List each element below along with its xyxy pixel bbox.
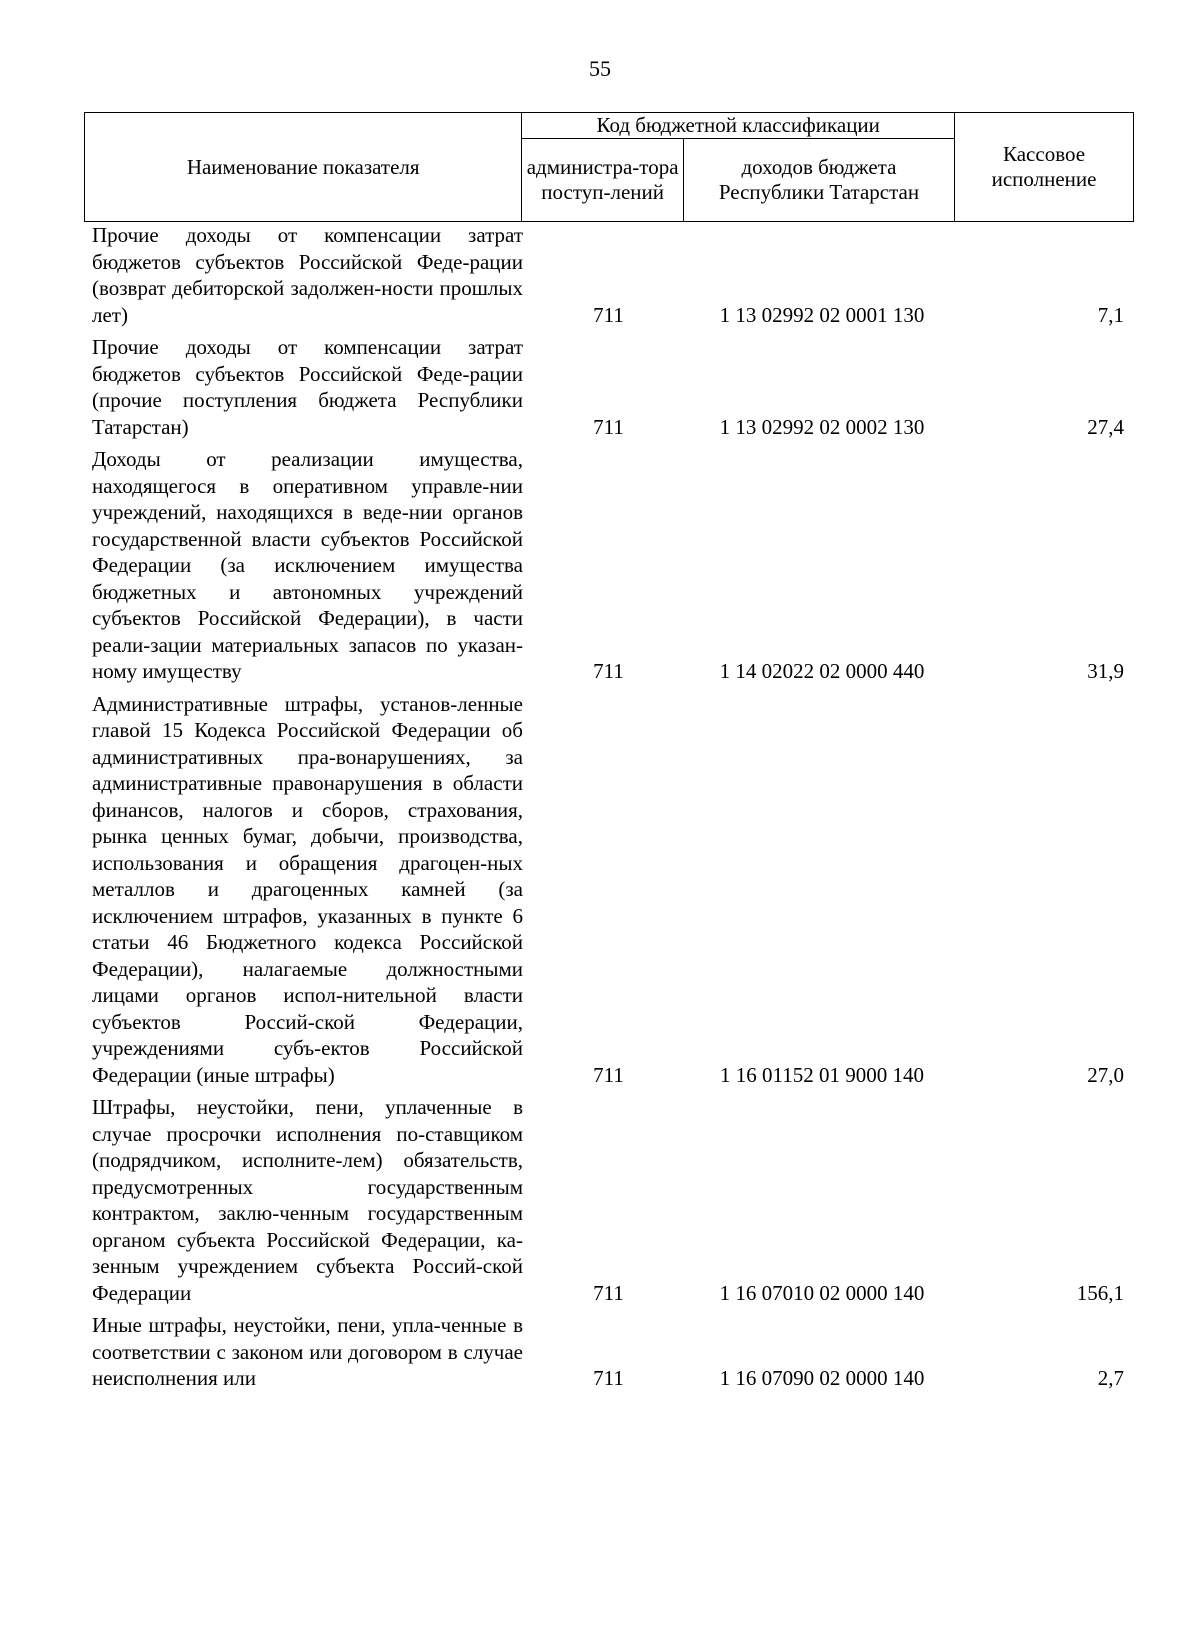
row-name: Административные штрафы, установ-ленные главой 15 Кодекса Российской Федерации об административных пра-вонарушениях, за административные правонарушения в области финансов, налогов и сборов, страхования, рынка ценных бумаг, добычи, производства, использования и обращения драгоцен-ных металлов и драгоценных камней (за исключением штрафов, указанных в пункте 6 статьи 46 Бюджетного кодекса Российской Федерации), налагаемые должностными лицами органов испол-нительной власти субъектов Россий-ской Федерации, учреждениями субъ-ектов Российской Федерации (иные штрафы) <box>92 691 523 1087</box>
row-budget-code: 1 13 02992 02 0001 130 <box>719 302 925 327</box>
row-name: Прочие доходы от компенсации затрат бюджетов субъектов Российской Феде-рации (возврат дебиторской задолжен-ности прошлых лет) <box>92 223 523 327</box>
row-admin-code: 711 <box>593 1366 624 1390</box>
row-value: 27,0 <box>1087 1062 1124 1087</box>
table-row <box>84 222 1134 328</box>
header-exec: Кассовое исполнение <box>955 113 1134 222</box>
table-row <box>84 446 1134 685</box>
row-name: Доходы от реализации имущества, находящегося в оперативном управле-нии учреждений, находящихся в веде-нии органов государственной власти субъектов Российской Федерации (за исключением имущества бюджетных и автономных учреждений субъектов Российской Федерации), в части реали-зации материальных запасов по указан-ному имуществу <box>92 447 523 683</box>
table-header <box>84 112 1134 222</box>
table-row <box>84 1094 1134 1306</box>
row-value: 7,1 <box>1097 302 1124 327</box>
header-classification: Код бюджетной классификации <box>522 113 955 139</box>
row-admin-code: 711 <box>593 659 624 683</box>
row-admin-code: 711 <box>593 1062 624 1087</box>
table-body <box>84 222 1134 1398</box>
header-name: Наименование показателя <box>85 113 522 222</box>
row-value: 2,7 <box>1097 1366 1124 1390</box>
row-name: Иные штрафы, неустойки, пени, упла-ченные в соответствии с законом или договором в случае неисполнения или <box>92 1313 523 1390</box>
row-admin-code: 711 <box>593 302 624 327</box>
header-code: доходов бюджета Республики Татарстан <box>683 139 954 222</box>
row-budget-code: 1 16 07010 02 0000 140 <box>719 1280 925 1305</box>
row-budget-code: 1 16 01152 01 9000 140 <box>720 1062 924 1087</box>
row-budget-code: 1 13 02992 02 0002 130 <box>719 414 925 439</box>
row-budget-code: 1 16 07090 02 0000 140 <box>719 1366 925 1390</box>
table-row <box>84 691 1134 1089</box>
row-value: 156,1 <box>1076 1280 1124 1305</box>
row-budget-code: 1 14 02022 02 0000 440 <box>719 659 925 683</box>
table-row <box>84 334 1134 440</box>
row-admin-code: 711 <box>593 1280 624 1305</box>
row-value: 27,4 <box>1087 414 1124 439</box>
row-admin-code: 711 <box>593 414 624 439</box>
row-value: 31,9 <box>1087 659 1124 683</box>
row-name: Штрафы, неустойки, пени, уплаченные в случае просрочки исполнения по-ставщиком (подрядчиком, исполните-лем) обязательств, предусмотренных государственным контрактом, заклю-ченным государственным органом субъекта Российской Федерации, ка-зенным учреждением субъекта Россий-ской Федерации <box>92 1095 523 1305</box>
header-admin: администра-тора поступ-лений <box>522 139 684 222</box>
table-row <box>84 1312 1134 1392</box>
page-number: 55 <box>589 56 611 81</box>
row-name: Прочие доходы от компенсации затрат бюджетов субъектов Российской Феде-рации (прочие поступления бюджета Республики Татарстан) <box>92 335 523 439</box>
